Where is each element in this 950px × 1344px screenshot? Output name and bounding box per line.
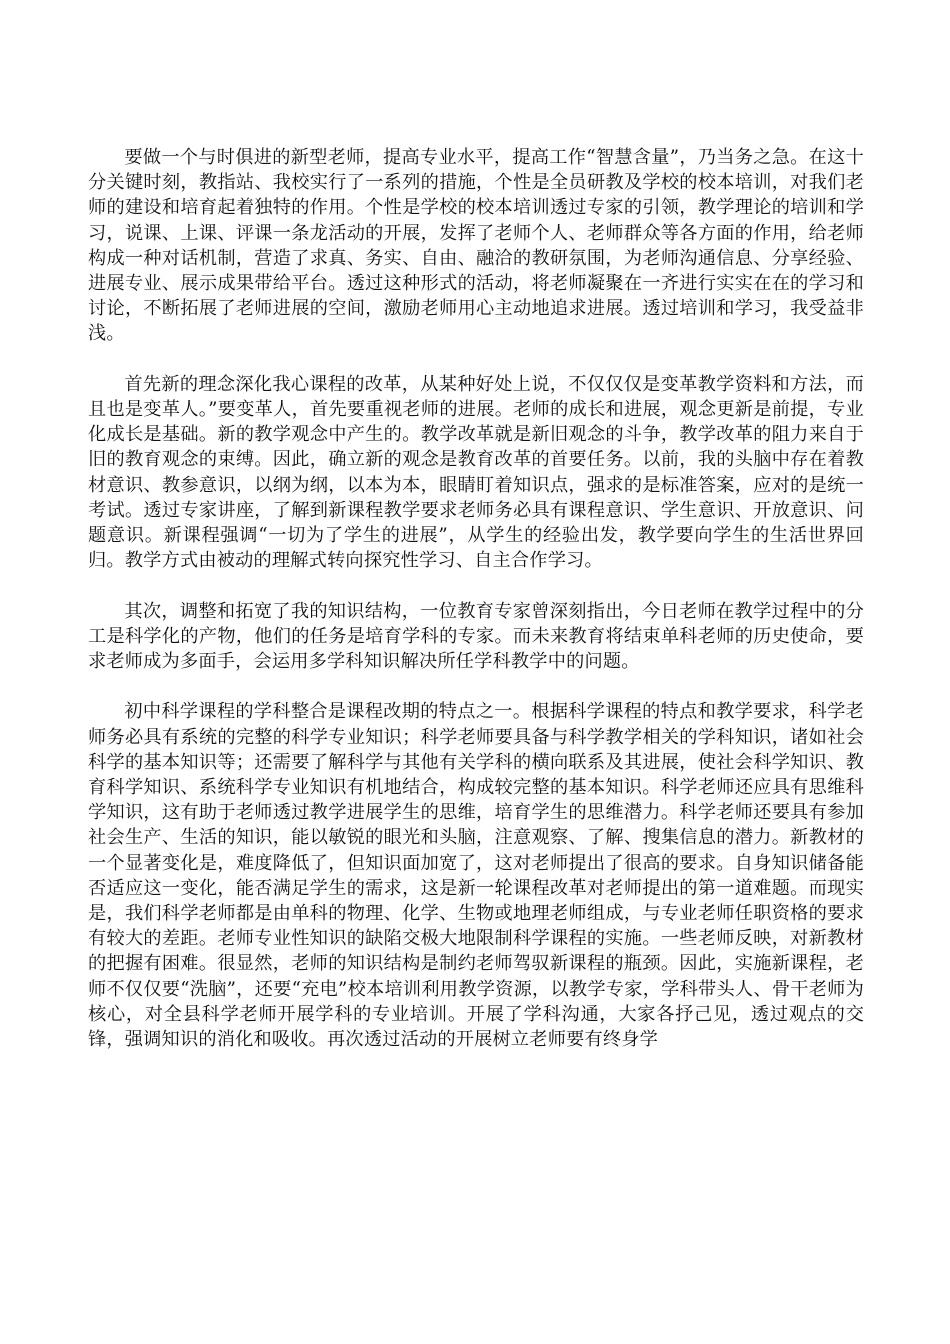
paragraph-2: 首先新的理念深化我心课程的改革，从某种好处上说，不仅仅仅是变革教学资料和方法，而且也是变革人。”要变革人，首先要重视老师的进展。老师的成长和进展，观念更新是前提，专业化成长是基础。新的教学观念中产生的。教学改革就是新旧观念的斗争，教学改革的阻力来自于旧的教育观念的束缚。因此，确立新的观念是教育改革的首要任务。以前，我的头脑中存在着教材意识、教参意识，以纲为纲，以本为本，眼睛盯着知识点，强求的是标准答案，应对的是统一考试。透过专家讲座，了解到新课程教学要求老师务必具有课程意识、学生意识、开放意识、问题意识。新课程强调“一切为了学生的进展”，从学生的经验出发，教学要向学生的生活世界回归。教学方式由被动的理解式转向探究性学习、自主合作学习。 xyxy=(88,373,864,572)
paragraph-3: 其次，调整和拓宽了我的知识结构，一位教育专家曾深刻指出，今日老师在教学过程中的分工是科学化的产物，他们的任务是培育学科的专家。而未来教育将结束单科老师的历史使命，要求老师成为多面手，会运用多学科知识解决所任学科教学中的问题。 xyxy=(88,600,864,673)
paragraph-1: 要做一个与时俱进的新型老师，提高专业水平，提高工作“智慧含量”，乃当务之急。在这十分关键时刻，教指站、我校实行了一系列的措施，个性是全员研教及学校的校本培训，对我们老师的建设和培育起着独特的作用。个性是学校的校本培训透过专家的引领，教学理论的培训和学习，说课、上课、评课一条龙活动的开展，发挥了老师个人、老师群众等各方面的作用，给老师构成一种对话机制，营造了求真、务实、自由、融洽的教研氛围，为老师沟通信息、分享经验、进展专业、展示成果带给平台。透过这种形式的活动，将老师凝聚在一齐进行实实在在的学习和讨论，不断拓展了老师进展的空间，激励老师用心主动地追求进展。透过培训和学习，我受益非浅。 xyxy=(88,147,864,345)
paragraph-4: 初中科学课程的学科整合是课程改期的特点之一。根据科学课程的特点和教学要求，科学老师务必具有系统的完整的科学专业知识；科学老师要具备与科学教学相关的学科知识，诸如社会科学的基本知识等；还需要了解科学与其他有关学科的横向联系及其进展，使社会科学知识、教育科学知识、系统科学专业知识有机地结合，构成较完整的基本知识。科学老师还应具有思维科学知识，这有助于老师透过教学进展学生的思维，培育学生的思维潜力。科学老师还要具有参加社会生产、生活的知识，能以敏锐的眼光和头脑，注意观察、了解、搜集信息的潜力。新教材的一个显著变化是，难度降低了，但知识面加宽了，这对老师提出了很高的要求。自身知识储备能否适应这一变化，能否满足学生的需求，这是新一轮课程改革对老师提出的第一道难题。而现实是，我们科学老师都是由单科的物理、化学、生物或地理老师组成，与专业老师任职资格的要求有较大的差距。老师专业性知识的缺陷交极大地限制科学课程的实施。一些老师反映，对新教材的把握有困难。很显然，老师的知识结构是制约老师驾驭新课程的瓶颈。因此，实施新课程，老师不仅仅要“洗脑”，还要“充电”校本培训利用教学资源，以教学专家，学科带头人、骨干老师为核心，对全县科学老师开展学科的专业培训。开展了学科沟通，大家各抒己见，透过观点的交锋，强调知识的消化和吸收。再次透过活动的开展树立老师要有终身学 xyxy=(88,701,864,1051)
document-page xyxy=(88,145,864,1077)
